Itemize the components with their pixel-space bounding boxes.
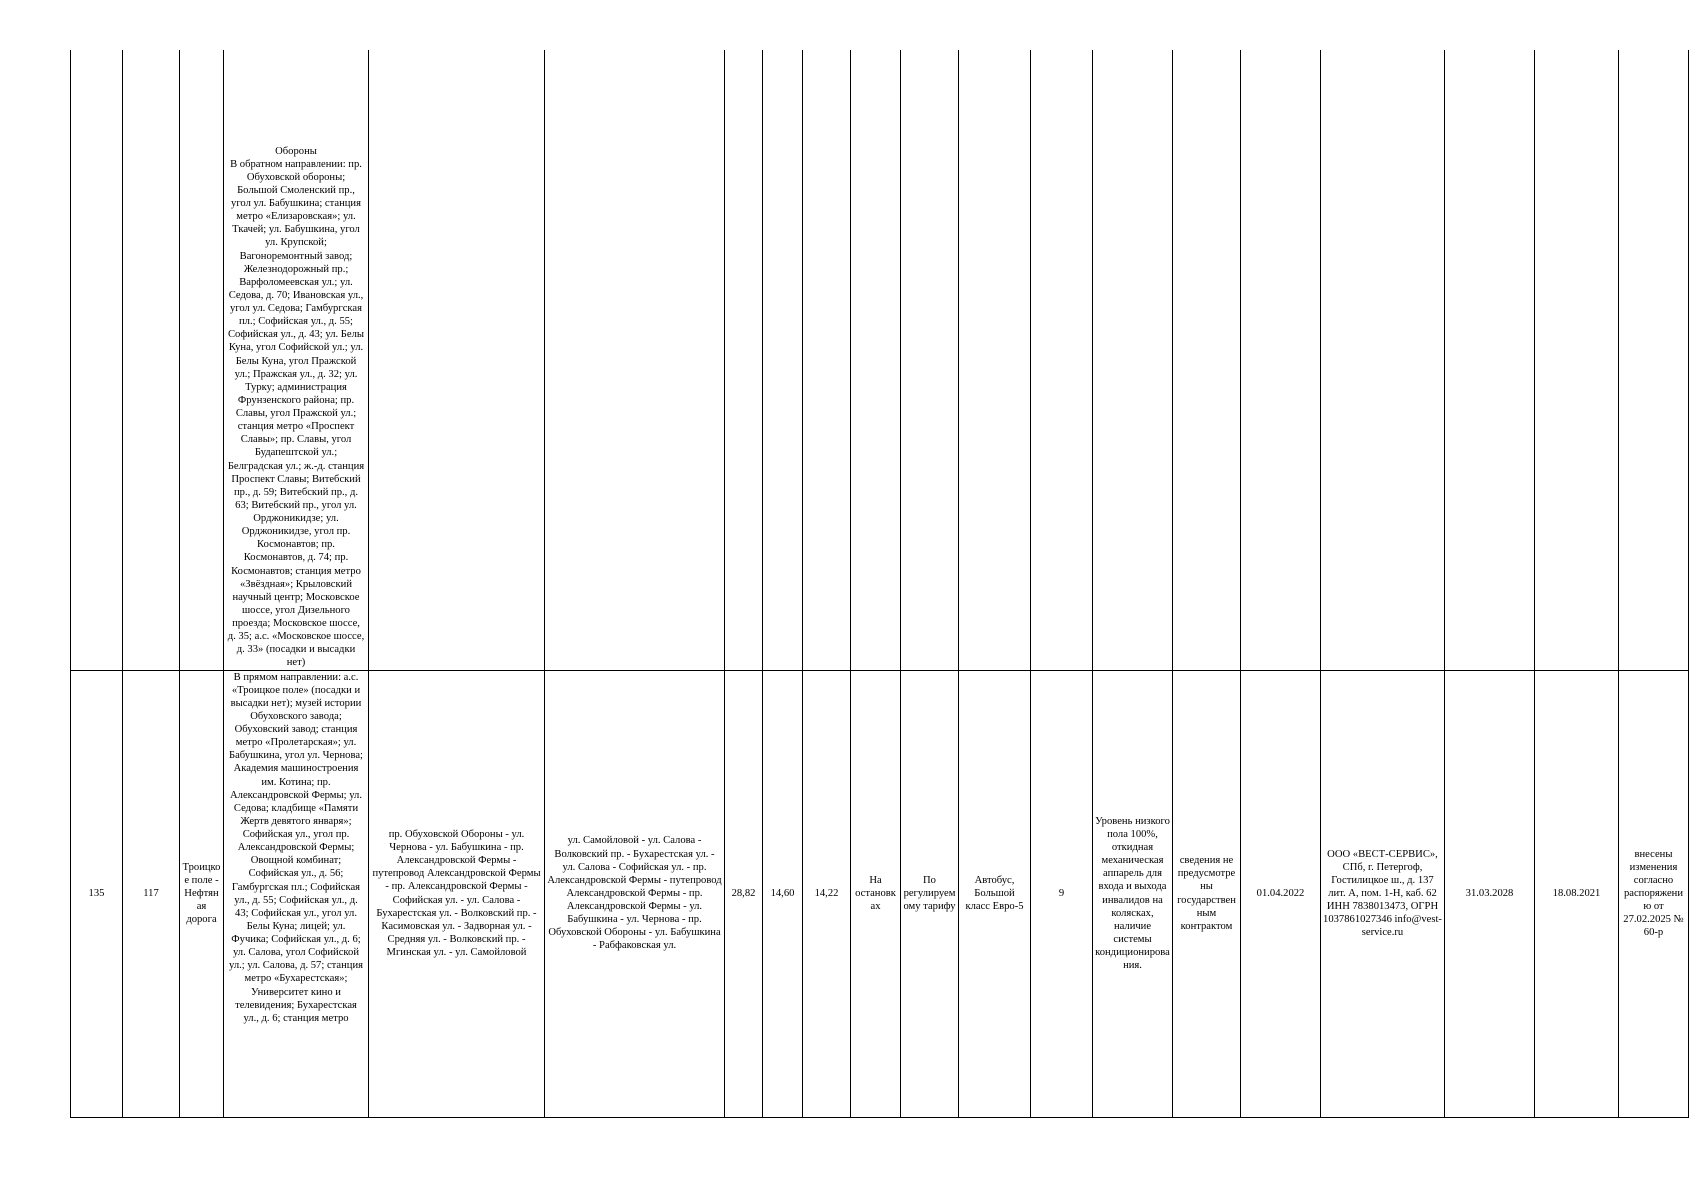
cell-empty [763, 50, 803, 670]
routes-table [70, 50, 1689, 1118]
contract-info: сведения не предусмотрены государственным контрактом [1173, 670, 1241, 1117]
stop-order: На остановках [851, 670, 901, 1117]
registry-number: 135 [71, 670, 123, 1117]
cell-empty [1093, 50, 1173, 670]
cell-empty [369, 50, 545, 670]
cell-empty [1619, 50, 1689, 670]
start-date: 01.04.2022 [1241, 670, 1321, 1117]
cell-empty [851, 50, 901, 670]
tariff-type: По регулируемому тарифу [901, 670, 959, 1117]
cell-empty [803, 50, 851, 670]
cell-empty [1031, 50, 1093, 670]
vehicle-count: 9 [1031, 670, 1093, 1117]
cell-empty [725, 50, 763, 670]
stops-cell: В прямом направлении: а.с. «Троицкое поле» (посадки и высадки нет); музей истории Обуховского завода; Обуховский завод; станция метро «Пролетарская»; ул. Бабушкина, угол ул. Чернова; Академия машиностроения им. Котина; пр. Александровской Фермы; ул. Седова; кладбище «Памяти Жертв девятого января»; Софийская ул., угол пр. Александровской Фермы; Овощной комбинат; Софийская ул., д. 56; Гамбургская пл.; Софийская ул., д. 55; Софийская ул., д. 43; Софийская ул., угол ул. Белы Куна; лицей; ул. Фучика; Софийская ул., д. 6; ул. Салова, угол Софийской ул.; ул. Салова, д. 57; станция метро «Бухарестская»; Университет кино и телевидения; Бухарестская ул., д. 6; станция метро [224, 670, 369, 1117]
table-row [71, 670, 1689, 1117]
cell-empty [1173, 50, 1241, 670]
cell-empty [123, 50, 180, 670]
path-forward: пр. Обуховской Обороны - ул. Чернова - ул. Бабушкина - пр. Александровской Фермы - путепровод Александровской Фермы - пр. Александровской Фермы - Софийская ул. - ул. Салова - Бухарестская ул. - Волковский пр. - Касимовская ул. - Задворная ул. - Средняя ул. - Волковский пр. - Мгинская ул. - ул. Самойловой [369, 670, 545, 1117]
cell-empty [1535, 50, 1619, 670]
cell-empty [959, 50, 1031, 670]
notes: внесены изменения согласно распоряжению от 27.02.2025 № 60-р [1619, 670, 1689, 1117]
path-backward: ул. Самойловой - ул. Салова - Волковский пр. - Бухарестская ул. - ул. Салова - Софийская ул. - пр. Александровской Фермы - путепровод Александровской Фермы - пр. Александровской Фермы - ул. Бабушкина - ул. Чернова - пр. Обуховской Обороны - ул. Бабушкина - Рабфаковская ул. [545, 670, 725, 1117]
cell-empty [1445, 50, 1535, 670]
cell-empty [901, 50, 959, 670]
length-backward: 14,60 [763, 670, 803, 1117]
cell-empty [71, 50, 123, 670]
cell-empty [1241, 50, 1321, 670]
cell-empty [1321, 50, 1445, 670]
cell-empty [545, 50, 725, 670]
length-other: 14,22 [803, 670, 851, 1117]
change-date: 18.08.2021 [1535, 670, 1619, 1117]
route-number: 117 [123, 670, 180, 1117]
end-date: 31.03.2028 [1445, 670, 1535, 1117]
vehicle-type: Автобус, Большой класс Евро-5 [959, 670, 1031, 1117]
stops-cell: Обороны В обратном направлении: пр. Обуховской обороны; Большой Смоленский пр., угол ул. Бабушкина; станция метро «Елизаровская»; ул. Ткачей; ул. Бабушкина, угол ул. Крупской; Вагоноремонтный завод; Железнодорожный пр.; Варфоломеевская ул.; ул. Седова, д. 70; Ивановская ул., угол ул. Седова; Гамбургская пл.; Софийская ул., д. 55; Софийская ул., д. 43; ул. Белы Куна, угол Софийской ул.; ул. Белы Куна, угол Пражской ул.; Пражская ул., д. 32; ул. Турку; администрация Фрунзенского района; пр. Славы, угол Пражской ул.; станция метро «Проспект Славы»; пр. Славы, угол Будапештской ул.; Белградская ул.; ж.-д. станция Проспект Славы; Витебский пр., д. 59; Витебский пр., д. 63; Витебский пр., угол ул. Орджоникидзе; ул. Орджоникидзе, угол пр. Космонавтов; пр. Космонавтов, д. 74; пр. Космонавтов; станция метро «Звёздная»; Крыловский научный центр; Московское шоссе, угол Дизельного проезда; Московское шоссе, д. 35; а.с. «Московское шоссе, д. 33» (посадки и высадки нет) [224, 50, 369, 670]
cell-empty [180, 50, 224, 670]
vehicle-characteristics: Уровень низкого пола 100%, откидная механическая аппарель для входа и выхода инвалидов на колясках, наличие системы кондиционирования. [1093, 670, 1173, 1117]
length-forward: 28,82 [725, 670, 763, 1117]
route-name: Троицкое поле - Нефтяная дорога [180, 670, 224, 1117]
carrier-info: ООО «ВЕСТ-СЕРВИС», СПб, г. Петергоф, Гостилицкое ш., д. 137 лит. А, пом. 1-Н, каб. 62 ИНН 7838013473, ОГРН 1037861027346 info@vest-service.ru [1321, 670, 1445, 1117]
table-row [71, 50, 1689, 670]
